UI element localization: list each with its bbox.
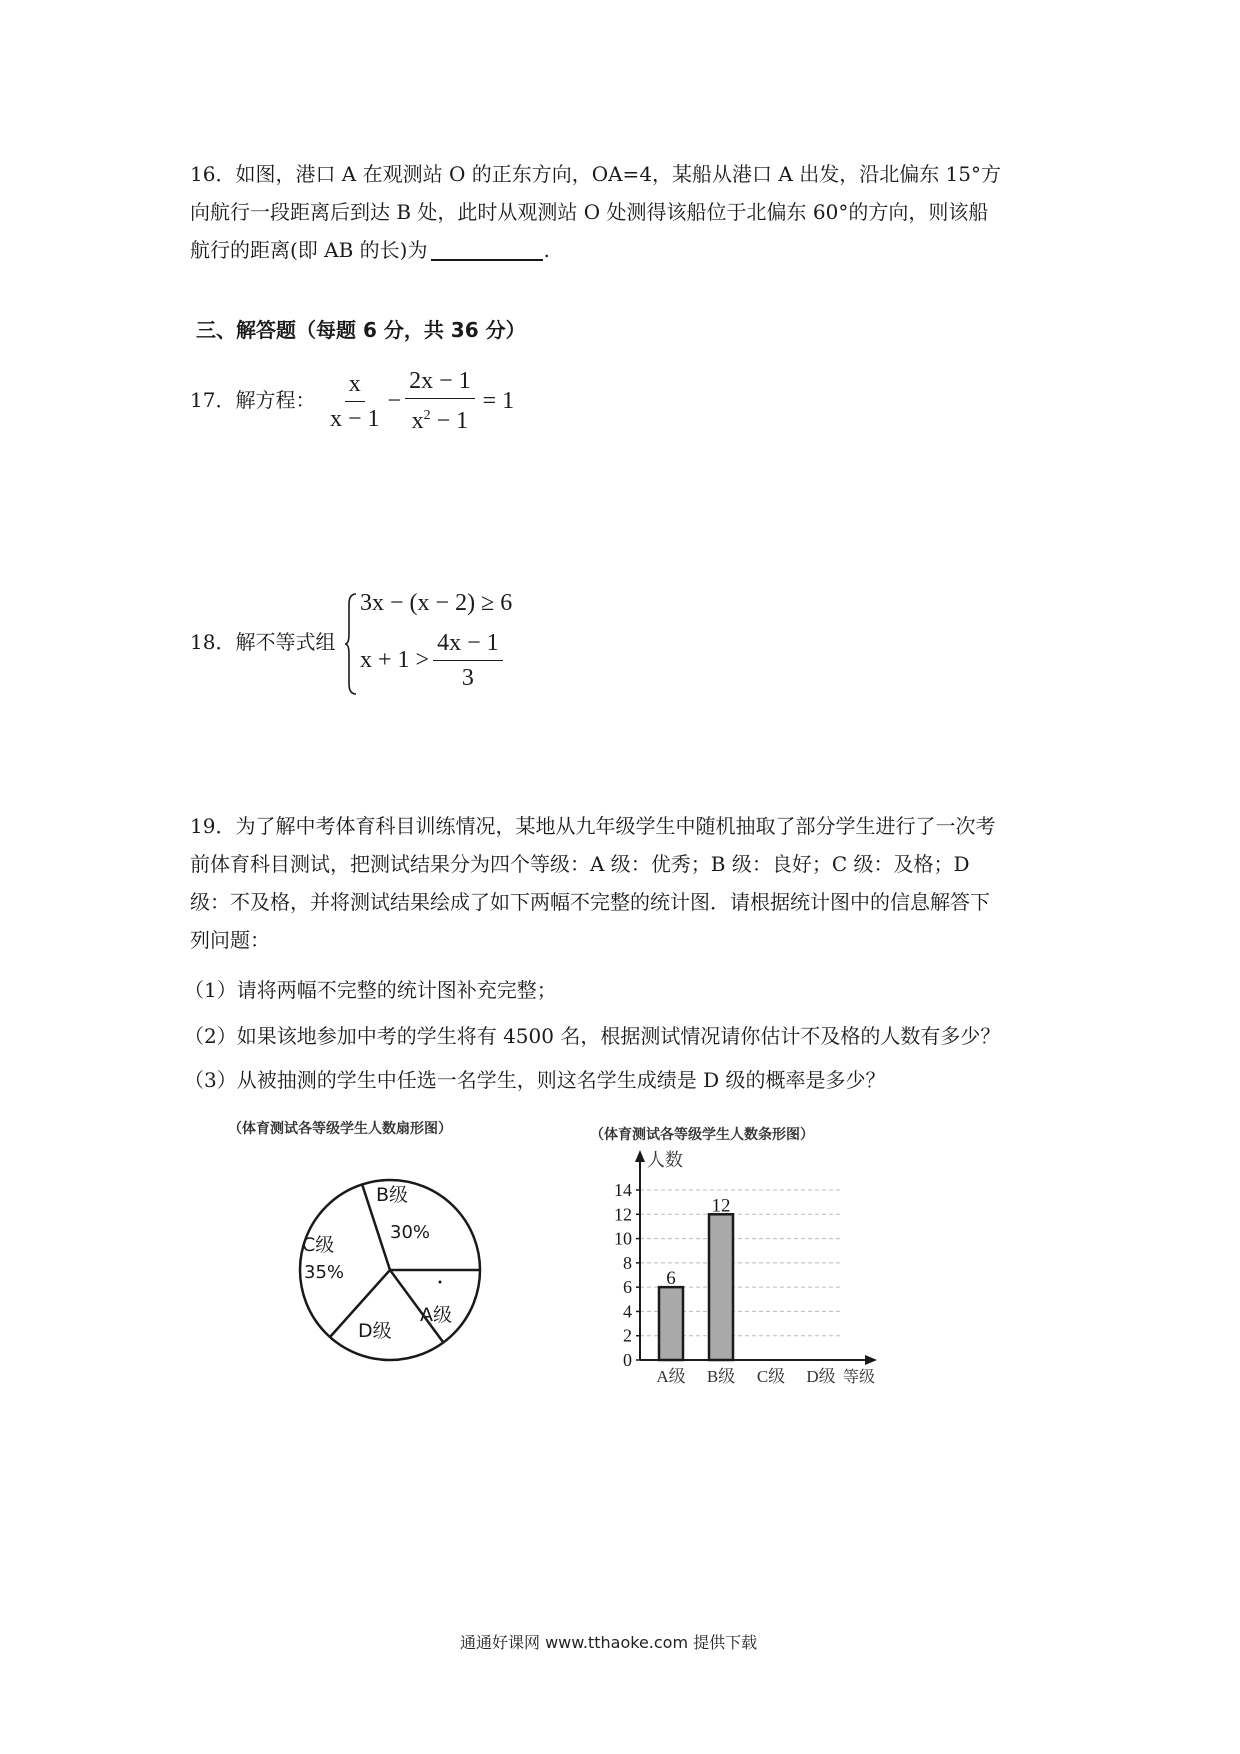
q17-equation — [322, 366, 514, 436]
q17-equals-one: = 1 — [482, 387, 515, 414]
y-axis-arrow — [635, 1150, 645, 1162]
q17-minus: − — [387, 387, 402, 414]
q17-fraction-2 — [405, 366, 475, 436]
q16-line-1: 16．如图，港口 A 在观测站 O 的正东方向，OA=4，某船从港口 A 出发，沿北偏东 15°方 — [190, 162, 1002, 186]
pie-label-c: C级 — [302, 1234, 335, 1256]
chart-labels — [614, 1150, 875, 1386]
q18-denominator: 3 — [461, 665, 474, 691]
x-tick-label: A级 — [656, 1367, 686, 1386]
y-tick-label: 2 — [623, 1325, 632, 1346]
q17-f1-denominator: x − 1 — [330, 405, 380, 432]
q17-f2-denominator — [408, 399, 473, 436]
x-tick-label: C级 — [756, 1367, 786, 1386]
bar-value-label: 6 — [666, 1268, 676, 1290]
q18-numerator: 4x − 1 — [433, 628, 503, 661]
pie-label-b-percent: 30% — [390, 1222, 431, 1243]
q17-fraction-1 — [326, 369, 384, 434]
q19-line-3: 级：不及格，并将测试结果绘成了如下两幅不完整的统计图．请根据统计图中的信息解答下 — [190, 890, 990, 914]
q16-end: . — [543, 238, 550, 262]
q19-line-1: 19．为了解中考体育科目训练情况，某地从九年级学生中随机抽取了部分学生进行了一次考 — [190, 814, 996, 838]
x-axis-label: 等级 — [843, 1367, 876, 1386]
x-tick-label: B级 — [706, 1367, 736, 1386]
y-tick-label: 8 — [623, 1252, 632, 1273]
q16-line-3-text: 航行的距离(即 AB 的长)为 — [190, 238, 428, 262]
q16-line-3 — [190, 236, 550, 264]
q18-label: 18．解不等式组 — [190, 630, 336, 654]
answer-blank — [431, 239, 543, 261]
q19-sub-3: （3）从被抽测的学生中任选一名学生，则这名学生成绩是 D 级的概率是多少？ — [184, 1068, 886, 1092]
q17-f2-numerator: 2x − 1 — [405, 366, 475, 399]
bar — [709, 1214, 733, 1360]
y-tick-label: 10 — [614, 1228, 632, 1249]
q16-line-2: 向航行一段距离后到达 B 处，此时从观测站 O 处测得该船位于北偏东 60°的方向，则该船 — [190, 200, 989, 224]
q17-f2-den-base: x — [411, 408, 424, 434]
y-axis-label: 人数 — [647, 1150, 683, 1171]
pie-chart-title: （体育测试各等级学生人数扇形图） — [228, 1121, 452, 1137]
q18-row-2 — [360, 628, 507, 693]
pie-label-b: B级 — [376, 1184, 409, 1206]
y-tick-label: 4 — [623, 1301, 632, 1322]
q19-sub-1: （1）请将两幅不完整的统计图补充完整； — [184, 978, 557, 1002]
q18-row-1: 3x − (x − 2) ≥ 6 — [360, 590, 513, 616]
x-tick-label: D级 — [806, 1367, 836, 1386]
pie-label-c-percent: 35% — [304, 1262, 345, 1283]
bar-value-label: 12 — [711, 1195, 731, 1217]
section-3-heading: 三、解答题（每题 6 分，共 36 分） — [196, 318, 526, 342]
q17-label: 17．解方程： — [190, 388, 316, 412]
y-tick-label: 6 — [623, 1277, 632, 1298]
q19-line-2: 前体育科目测试，把测试结果分为四个等级：A 级：优秀；B 级：良好；C 级：及格；D — [190, 852, 970, 876]
q19-line-4: 列问题： — [190, 928, 270, 952]
q18-fraction — [433, 628, 503, 693]
y-tick-label: 0 — [623, 1350, 632, 1370]
pie-label-a: A级 — [420, 1304, 452, 1326]
y-tick-label: 14 — [614, 1180, 632, 1200]
footer-text: 通通好课网 www.tthaoke.com 提供下载 — [460, 1633, 758, 1652]
bar-chart-title: （体育测试各等级学生人数条形图） — [590, 1127, 814, 1143]
q17-f1-numerator: x — [345, 369, 365, 402]
bar — [659, 1287, 683, 1360]
bar-chart — [595, 1140, 915, 1390]
q18-row-2-left: x + 1 > — [360, 647, 430, 673]
y-tick-label: 12 — [614, 1204, 632, 1225]
x-axis-arrow — [865, 1355, 877, 1365]
pie-label-d: D级 — [358, 1320, 392, 1342]
q19-sub-2: （2）如果该地参加中考的学生将有 4500 名，根据测试情况请你估计不及格的人数有多少？ — [184, 1024, 1001, 1048]
q18-brace — [344, 592, 358, 696]
q17-f2-den-rest: − 1 — [430, 408, 469, 434]
q17-f2-den-exponent: 2 — [423, 408, 431, 423]
